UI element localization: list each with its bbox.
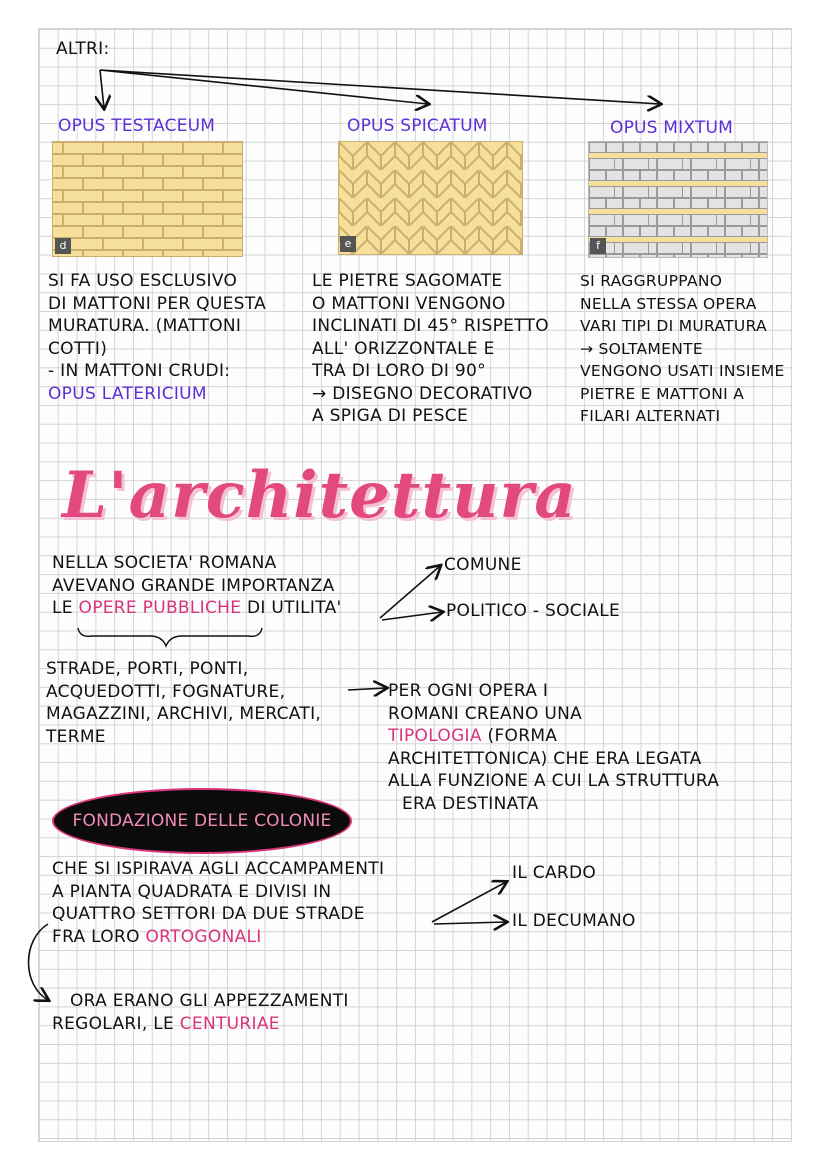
result-line: ERA DESTINATA [402,793,539,814]
title-opus-testaceum: OPUS TESTACEUM [58,116,216,136]
note-line: PIETRE E MATTONI A [580,384,745,403]
note-line: MURATURA. (MATTONI [48,316,242,336]
note-line: SI RAGGRUPPANO [580,272,723,290]
ortogonali-term: ORTOGONALI [145,926,262,947]
colonies-line4: FRA LORO [52,926,140,947]
note-line: A SPIGA DI PESCE [312,406,468,426]
note-line: → DISEGNO DECORATIVO [312,383,533,404]
title-opus-spicatum: OPUS SPICATUM [347,116,488,136]
image-badge-e: e [340,236,356,252]
works-line: STRADE, PORTI, PONTI, [46,659,249,679]
brace-opere-pubbliche [78,628,262,646]
arrow-to-tipologia [348,688,386,690]
centuriae-term: CENTURIAE [179,1013,280,1034]
arrow-to-centuriae [29,924,49,1000]
note-line: FILARI ALTERNATI [580,407,721,425]
note-line: COTTI) [48,338,108,359]
result-line: PER OGNI OPERA I [388,681,549,701]
title-opus-mixtum: OPUS MIXTUM [610,118,733,138]
result-line: ROMANI CREANO UNA [388,703,583,724]
page-title: L'architettura [62,458,577,533]
arrow-to-politico [382,612,442,620]
note-line: LE PIETRE SAGOMATE [312,271,503,291]
colonies-line: CHE SI ISPIRAVA AGLI ACCAMPAMENTI [52,859,385,879]
colonies-oval-label: FONDAZIONE DELLE COLONIE [72,811,332,831]
society-tail: DI UTILITA' [246,598,342,618]
branch-politico-sociale: POLITICO - SOCIALE [446,601,621,621]
arrow-to-testaceum [100,70,104,108]
opere-pubbliche-term: OPERE PUBBLICHE [78,598,242,618]
colonies-line: A PIANTA QUADRATA E DIVISI IN [52,881,332,902]
arrow-to-comune [380,566,440,618]
arrow-to-cardo [432,882,506,922]
note-line: VARI TIPI DI MURATURA [580,317,767,335]
intro-label: ALTRI: [56,39,110,59]
note-line: NELLA STESSA OPERA [580,294,757,313]
image-badge-d: d [55,238,71,254]
colonies-line: QUATTRO SETTORI DA DUE STRADE [52,904,365,924]
branch-decumano: IL DECUMANO [512,911,636,931]
result-tail: (FORMA [487,726,558,746]
centuriae-start: REGOLARI, LE [52,1013,175,1034]
society-line: AVEVANO GRANDE IMPORTANZA [52,575,335,596]
result-line: ALLA FUNZIONE A CUI LA STRUTTURA [388,771,720,791]
branch-comune: COMUNE [444,555,522,575]
branch-cardo: IL CARDO [512,863,597,883]
centuriae-line: ORA ERANO GLI APPEZZAMENTI [70,991,349,1011]
note-line: SI FA USO ESCLUSIVO [48,271,238,291]
note-line: - IN MATTONI CRUDI: [48,361,231,381]
society-le: LE [52,598,73,618]
note-line: O MATTONI VENGONO [312,293,506,314]
note-line: VENGONO USATI INSIEME [580,362,785,380]
arrow-to-decumano [434,922,506,924]
result-line: ARCHITETTONICA) CHE ERA LEGATA [388,748,702,769]
note-line: DI MATTONI PER QUESTA [48,293,267,314]
works-line: MAGAZZINI, ARCHIVI, MERCATI, [46,704,322,724]
note-line: INCLINATI DI 45° RISPETTO [312,316,549,336]
note-line: → SOLTAMENTE [580,339,703,358]
works-line: TERME [46,726,106,747]
note-line: TRA DI LORO DI 90° [312,361,486,381]
tipologia-term: TIPOLOGIA [388,726,482,746]
image-badge-f: f [590,238,606,254]
society-line: NELLA SOCIETA' ROMANA [52,553,277,573]
note-line: ALL' ORIZZONTALE E [312,338,495,359]
works-line: ACQUEDOTTI, FOGNATURE, [46,681,286,702]
opus-latericium-term: OPUS LATERICIUM [48,383,207,404]
